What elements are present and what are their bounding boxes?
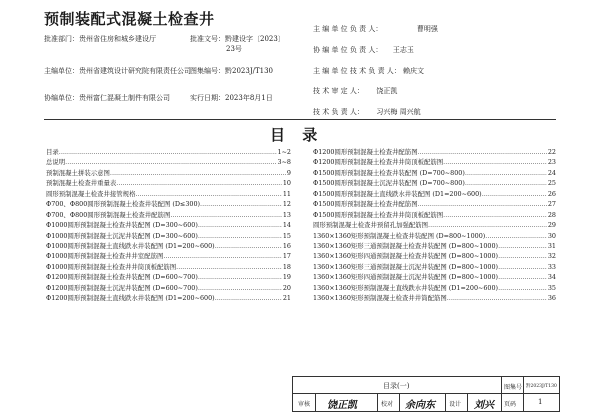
toc-entry-title: 目录 (46, 148, 59, 156)
toc-leader-dots (465, 178, 547, 188)
toc-leader-dots (498, 283, 547, 293)
toc-entry-title: 1360×1360矩形预制混凝土检查井装配图 (D=800~1000) (313, 231, 486, 240)
tb-div-c (399, 393, 400, 411)
toc-entry-page: 25 (547, 179, 556, 188)
toc-entry (46, 189, 291, 199)
toc-entry-page: 11 (282, 189, 291, 198)
toc-entry-page: 19 (282, 273, 291, 282)
toc-entry-title: Φ1000圆形预制混凝土检查井井室配筋图 (46, 252, 164, 261)
toc-entry-title: 圆形预制混凝土检查井预留孔加强配筋图 (313, 221, 429, 230)
co-unit-value: 贵州富仁混凝土制件有限公司 (79, 94, 170, 102)
toc-leader-dots (215, 293, 282, 303)
toc-leader-dots (482, 189, 547, 199)
toc-entry-page: 22 (547, 148, 556, 156)
tb-atlas-no-label: 图集号 (504, 384, 523, 391)
toc-entry-page: 10 (282, 179, 291, 188)
approval-doc-label: 批准文号： (190, 35, 225, 43)
toc-entry-page: 20 (282, 283, 291, 292)
toc-entry (313, 210, 556, 220)
tech-person-label: 技 术 负 责 人： (313, 108, 364, 116)
toc-entry (313, 293, 556, 303)
toc-leader-dots (59, 147, 277, 157)
toc-entry (313, 220, 556, 230)
toc-entry-title: 1360×1360矩形预制混凝土检查井井筒配筋图 (313, 294, 447, 303)
toc-entry (313, 283, 556, 293)
toc-entry-page: 21 (282, 294, 291, 303)
toc-entry-title: Φ1200圆形预制混凝土检查井井筒顶板配筋图 (313, 158, 444, 167)
toc-leader-dots (65, 157, 276, 167)
toc-leader-dots (110, 168, 286, 178)
tb-mid-divider (293, 393, 559, 394)
toc-entry-title: Φ1500圆形预制混凝土直线跌水井装配图 (D1=200~600) (313, 189, 482, 198)
toc-entry-title: Φ700、Φ800圆形预制混凝土检查井配筋图 (46, 210, 171, 219)
toc-entry-page: 1~2 (277, 148, 291, 156)
toc-entry-title: Φ1500圆形预制混凝土沉泥井装配图 (D=700~800) (313, 179, 465, 188)
co-chief-row (313, 45, 414, 55)
co-unit-label: 协编单位： (44, 94, 79, 102)
toc-entry-page: 36 (547, 294, 556, 303)
tb-div-a (315, 393, 316, 411)
toc-leader-dots (418, 199, 547, 209)
page-number: 1 (538, 398, 543, 406)
toc-entry-page: 15 (282, 231, 291, 240)
toc-entry-page: 9 (286, 168, 291, 177)
toc-entry-title: Φ1000圆形预制混凝土检查井装配图 (D=300~600) (46, 221, 198, 230)
atlas-title: 预制装配式混凝土检查井 (44, 10, 215, 28)
toc-leader-dots (428, 220, 547, 230)
toc-entry-page: 31 (547, 241, 556, 250)
toc-entry (46, 231, 291, 241)
toc-entry (46, 199, 291, 209)
chief-name: 曹明强 (416, 25, 438, 33)
tb-right-divider-2 (523, 377, 524, 411)
toc-entry-title: Φ1200圆形预制混凝土检查井装配图 (D=600~700) (46, 273, 198, 282)
toc-entry-title: 1360×1360矩形预制混凝土直线跌水井装配图 (D1=200~600) (313, 283, 499, 292)
toc-entry-page: 27 (547, 200, 556, 209)
toc-leader-dots (485, 231, 547, 241)
page-label: 页码 (504, 401, 517, 408)
approval-dept-value: 贵州省住房和城乡建设厅 (79, 35, 156, 43)
co-chief-label: 协 编 单 位 负 责 人： (313, 46, 383, 54)
tech-chief-name: 赖庆文 (403, 67, 425, 75)
toc-entry (46, 293, 291, 303)
toc-entry-page: 24 (547, 168, 556, 177)
toc-entry-page: 30 (547, 231, 556, 240)
toc-entry (46, 251, 291, 261)
toc-entry-page: 35 (547, 283, 556, 292)
chief-row (313, 24, 438, 34)
toc-entry-page: 28 (547, 210, 556, 219)
approval-doc-value: 黔建设字〔2023〕 (225, 35, 285, 43)
co-unit (44, 93, 170, 103)
toc-leader-dots (163, 251, 281, 261)
chief-label: 主 编 单 位 负 责 人： (313, 25, 383, 33)
toc-entry-page: 34 (547, 273, 556, 282)
toc-entry-page: 32 (547, 252, 556, 261)
approval-doc (190, 34, 285, 44)
tech-chief-label: 主 编 单 位 技 术 负 责 人： (313, 67, 401, 75)
co-chief-name: 王志玉 (392, 46, 414, 54)
review-label: 审核 (298, 401, 311, 408)
toc-entry (313, 178, 556, 188)
approval-dept (44, 34, 156, 44)
toc-entry-page: 12 (282, 200, 291, 209)
toc-leader-dots (176, 262, 282, 272)
tb-div-d (445, 393, 446, 411)
editor-unit-value: 贵州省建筑设计研究院有限责任公司 (79, 67, 191, 75)
toc-entry-title: Φ1500圆形预制混凝土检查井井筒顶板配筋图 (313, 210, 444, 219)
toc-leader-dots (447, 293, 547, 303)
effective-date-value: 2023年8月1日 (225, 94, 273, 102)
toc-entry (46, 147, 291, 157)
toc-entry-title: Φ1500圆形预制混凝土检查井配筋图 (313, 200, 418, 209)
tb-right-divider (501, 377, 502, 411)
reviewer-row (313, 86, 397, 96)
toc-entry-page: 3~8 (277, 158, 291, 167)
toc-entry (313, 157, 556, 167)
toc-entry-page: 29 (547, 221, 556, 230)
toc-entry (313, 251, 556, 261)
toc-leader-dots (215, 241, 282, 251)
toc-entry (313, 231, 556, 241)
check-label: 校对 (381, 401, 394, 408)
toc-leader-dots (200, 199, 282, 209)
atlas-number (190, 66, 273, 76)
atlas-number-label: 图集编号： (190, 67, 225, 75)
toc-entry-title: 1360×1360矩形三通预制混凝土检查井装配图 (D=800~1000) (313, 241, 499, 250)
sheet-title: 目录(一) (383, 382, 410, 390)
toc-leader-dots (443, 157, 547, 167)
toc-entry-page: 23 (547, 158, 556, 167)
toc-entry (46, 157, 291, 167)
design-label: 设计 (449, 401, 462, 408)
toc-leader-dots (443, 210, 547, 220)
toc-leader-dots (198, 231, 282, 241)
tb-div-b (377, 393, 378, 411)
toc-entry-page: 17 (282, 252, 291, 261)
toc-right-column (313, 147, 556, 304)
toc-leader-dots (498, 262, 547, 272)
toc-entry-title: Φ1500圆形预制混凝土检查井装配图 (D=700~800) (313, 168, 465, 177)
toc-entry (313, 241, 556, 251)
toc-entry (313, 189, 556, 199)
tech-person-row (313, 107, 421, 117)
toc-leader-dots (198, 220, 282, 230)
toc-entry-title: Φ700、Φ800圆形预制混凝土检查井装配图 (D≤300) (46, 200, 201, 209)
toc-entry (46, 178, 291, 188)
toc-entry-title: Φ1000圆形预制混凝土直线跌水井装配图 (D1=200~600) (46, 241, 215, 250)
toc-entry-page: 18 (282, 262, 291, 271)
toc-entry-title: 1360×1360矩形三通预制混凝土沉泥井装配图 (D=800~1000) (313, 262, 499, 271)
toc-entry-title: 预制混凝土检查井重量表 (46, 179, 117, 188)
toc-leader-dots (135, 189, 281, 199)
toc-leader-dots (465, 168, 547, 178)
tech-chief-row (313, 66, 424, 76)
editor-unit-label: 主编单位： (44, 67, 79, 75)
toc-leader-dots (198, 283, 282, 293)
reviewer-label: 技 术 审 定 人： (313, 87, 364, 95)
toc-leader-dots (498, 241, 547, 251)
editor-unit (44, 66, 191, 76)
effective-date-label: 实行日期： (190, 94, 225, 102)
approval-dept-label: 批准部门： (44, 35, 79, 43)
toc-leader-dots (116, 178, 282, 188)
toc-title: 目 录 (270, 126, 324, 144)
toc-entry (46, 241, 291, 251)
toc-entry-title: Φ1200圆形预制混凝土沉泥井装配图 (D=600~700) (46, 283, 198, 292)
toc-entry (46, 168, 291, 178)
toc-entry-title: Φ1200圆形预制混凝土检查井配筋图 (313, 148, 418, 156)
toc-entry-title: 1360×1360矩形四通预制混凝土检查井装配图 (D=800~1000) (313, 252, 499, 261)
effective-date (190, 93, 273, 103)
toc-entry (46, 220, 291, 230)
toc-entry-title: 预制混凝土拼装示意图 (46, 168, 110, 177)
toc-entry (313, 147, 556, 157)
toc-leader-dots (418, 147, 547, 157)
tb-atlas-no: 黔2023J/T130 (526, 384, 557, 389)
toc-leader-dots (498, 251, 547, 261)
toc-entry (46, 210, 291, 220)
toc-entry-page: 33 (547, 262, 556, 271)
toc-entry-title: Φ1000圆形预制混凝土检查井井筒顶板配筋图 (46, 262, 177, 271)
approval-doc-2: 23号 (226, 45, 242, 53)
toc-entry-page: 13 (282, 210, 291, 219)
tech-person-name: 习兴梅 周兴航 (376, 108, 421, 116)
toc-entry-page: 14 (282, 221, 291, 230)
toc-entry (313, 262, 556, 272)
toc-leader-dots (170, 210, 282, 220)
title-block (292, 376, 560, 412)
toc-entry-title: Φ1000圆形预制混凝土沉泥井装配图 (D=300~600) (46, 231, 198, 240)
check-signature: 余向东 (405, 400, 435, 411)
toc-entry-title: 总说明 (46, 158, 66, 167)
atlas-number-value: 黔2023J/T130 (225, 67, 274, 75)
toc-entry-title: Φ1200圆形预制混凝土直线跌水井装配图 (D1=200~600) (46, 294, 215, 303)
toc-leader-dots (498, 272, 547, 282)
toc-left-column (46, 147, 291, 304)
review-signature: 饶正凯 (327, 400, 357, 411)
toc-entry (46, 272, 291, 282)
toc-entry (46, 283, 291, 293)
design-signature: 刘兴 (474, 400, 494, 411)
toc-entry (313, 168, 556, 178)
toc-entry (46, 262, 291, 272)
toc-entry-title: 圆形预制混凝土检查井接管规格 (46, 189, 136, 198)
toc-entry (313, 199, 556, 209)
toc-entry (313, 272, 556, 282)
header-divider (44, 119, 556, 120)
toc-entry-page: 16 (282, 241, 291, 250)
toc-entry-title: 1360×1360矩形四通预制混凝土沉泥井装配图 (D=800~1000) (313, 273, 499, 282)
tb-div-e (467, 393, 468, 411)
toc-entry-page: 26 (547, 189, 556, 198)
toc-leader-dots (198, 272, 282, 282)
reviewer-name: 饶正凯 (376, 87, 398, 95)
